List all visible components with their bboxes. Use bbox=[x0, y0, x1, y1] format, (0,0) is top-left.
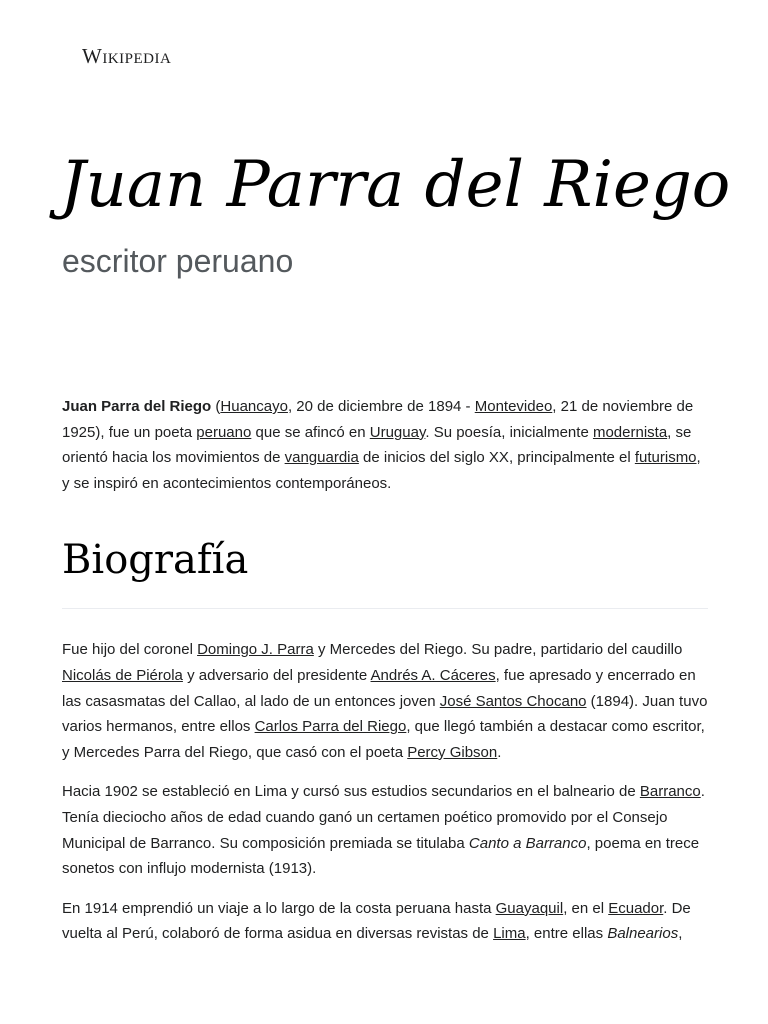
paragraph-text: . De vuelta al Perú, colaboró de forma asidua en diversas revistas de bbox=[62, 899, 691, 943]
intro-text: , y se inspiró en acontecimientos contemporáneos. bbox=[62, 449, 701, 492]
link-lima[interactable]: Lima bbox=[493, 925, 526, 943]
paragraph-text: , bbox=[678, 925, 683, 943]
paragraph-text: , en el bbox=[563, 899, 609, 917]
link-percy-gibson[interactable]: Percy Gibson bbox=[407, 743, 498, 761]
page-title: Juan Parra del Riego bbox=[60, 148, 731, 222]
paragraph-text: , que llegó también a destacar como escritor, y Mercedes Parra del Riego, que casó con el poeta bbox=[62, 718, 705, 761]
link-modernista[interactable]: modernista bbox=[592, 423, 668, 441]
link-carlos-parra-del-riego[interactable]: Carlos Parra del Riego bbox=[254, 718, 407, 736]
link-montevideo[interactable]: Montevideo bbox=[474, 398, 553, 415]
link-nicolas-de-pierola[interactable]: Nicolás de Piérola bbox=[62, 666, 183, 684]
paragraph-text: y adversario del presidente bbox=[182, 666, 371, 684]
biografia-paragraph-3 bbox=[62, 896, 708, 947]
page-subtitle: escritor peruano bbox=[62, 243, 294, 279]
intro-text: . Su poesía, inicialmente bbox=[425, 423, 593, 441]
link-uruguay[interactable]: Uruguay bbox=[369, 423, 426, 441]
intro-text: , 21 de noviembre de 1925), fue un poeta bbox=[62, 398, 694, 441]
link-peruano[interactable]: peruano bbox=[196, 423, 252, 441]
paragraph-text: , poema en trece sonetos con influjo modernista (1913). bbox=[62, 834, 700, 878]
biografia-paragraph-2 bbox=[62, 779, 708, 881]
section-heading-biografia: Biografía bbox=[62, 538, 708, 609]
italic-balnearios: Balnearios bbox=[607, 925, 679, 943]
link-andres-caceres[interactable]: Andrés A. Cáceres bbox=[370, 666, 496, 684]
paragraph-text: y Mercedes del Riego. Su padre, partidario del caudillo bbox=[313, 641, 683, 659]
intro-text: , 20 de diciembre de 1894 - bbox=[287, 398, 475, 415]
paragraph-text: . Tenía dieciocho años de edad cuando ganó un certamen poético promovido por el Consejo Municipal de Barranco. Su composición premiada se titulaba bbox=[62, 783, 705, 852]
paragraph-text: Hacia 1902 se estableció en Lima y cursó sus estudios secundarios en el balneario de bbox=[62, 783, 640, 801]
biografia-paragraph-1 bbox=[62, 637, 708, 765]
article-body bbox=[62, 394, 708, 961]
intro-text: , se orientó hacia los movimientos de bbox=[62, 423, 692, 467]
wikipedia-logo[interactable]: Wikipedia bbox=[82, 44, 172, 68]
link-domingo-parra[interactable]: Domingo J. Parra bbox=[197, 641, 314, 659]
paragraph-text: Fue hijo del coronel bbox=[62, 641, 198, 659]
intro-text: de inicios del siglo XX, principalmente el bbox=[358, 449, 635, 467]
intro-text: que se afincó en bbox=[251, 423, 370, 441]
link-futurismo[interactable]: futurismo bbox=[634, 449, 697, 467]
link-ecuador[interactable]: Ecuador bbox=[608, 899, 664, 917]
link-guayaquil[interactable]: Guayaquil bbox=[495, 899, 564, 917]
paragraph-text: . bbox=[497, 743, 502, 761]
link-vanguardia[interactable]: vanguardia bbox=[284, 449, 359, 467]
italic-canto-a-barranco: Canto a Barranco bbox=[468, 834, 587, 852]
paragraph-text: , entre ellas bbox=[525, 925, 608, 943]
intro-bold-name: Juan Parra del Riego bbox=[62, 398, 212, 415]
intro-text: ( bbox=[211, 398, 221, 415]
link-barranco[interactable]: Barranco bbox=[639, 783, 701, 801]
paragraph-text: (1894). Juan tuvo varios hermanos, entre ellos bbox=[62, 692, 708, 736]
intro-paragraph bbox=[62, 394, 708, 496]
paragraph-text: En 1914 emprendió un viaje a lo largo de la costa peruana hasta bbox=[62, 899, 496, 917]
link-huancayo[interactable]: Huancayo bbox=[220, 398, 288, 415]
link-jose-santos-chocano[interactable]: José Santos Chocano bbox=[439, 692, 587, 710]
paragraph-text: , fue apresado y encerrado en las casasmatas del Callao, al lado de un entonces joven bbox=[62, 666, 696, 710]
